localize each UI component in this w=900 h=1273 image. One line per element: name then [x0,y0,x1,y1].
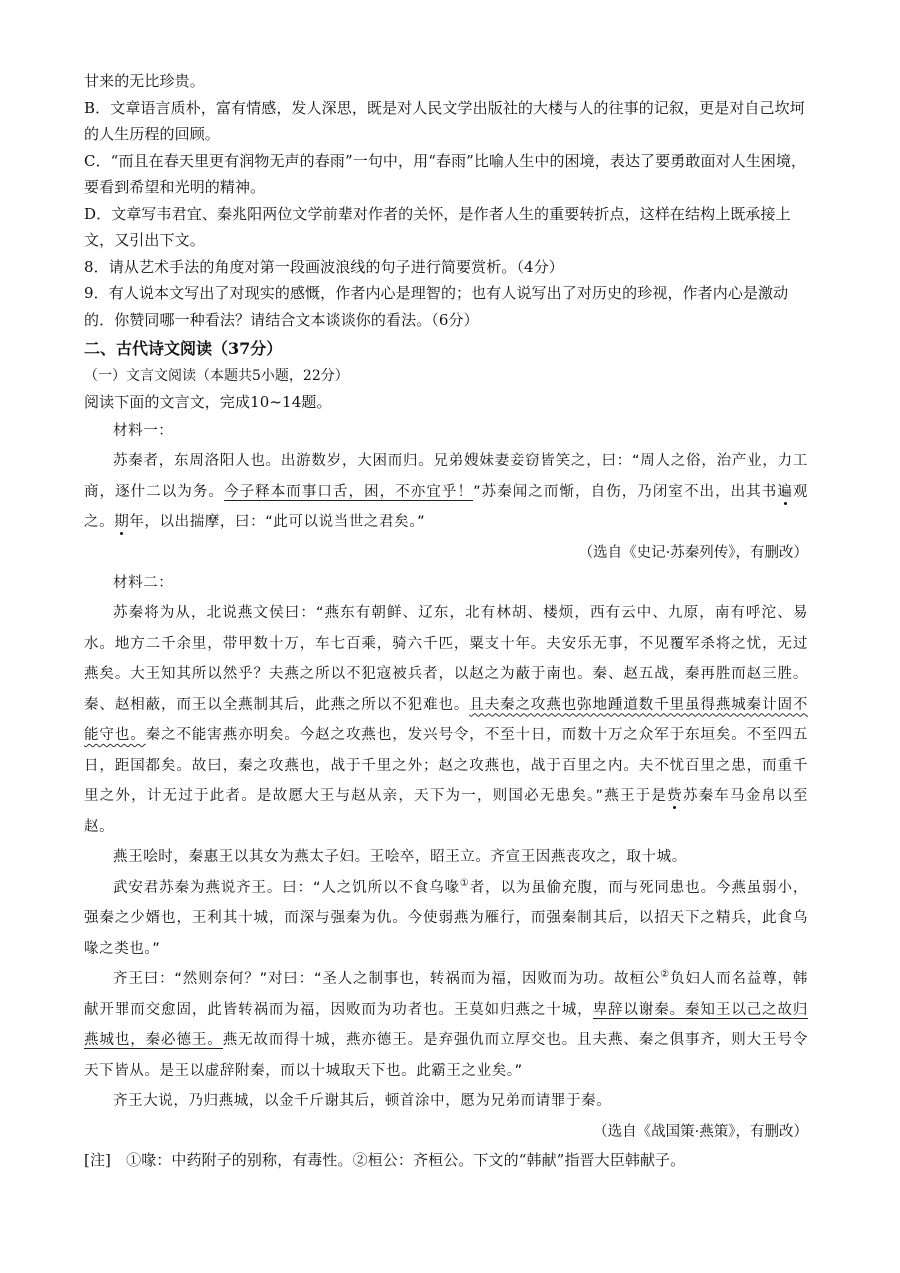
material-2-para-2: 燕王哙时，秦惠王以其女为燕太子妇。王哙卒，昭王立。齐宣王因燕丧攻之，取十城。 [113,849,687,865]
m2-p4-text-1: 齐王曰：“然则奈何？”对曰：“圣人之制事也，转祸而为福，因败而为功。故桓公 [113,971,661,987]
note-marker-1: ① [459,877,470,889]
m1-text-1: 苏秦者，东周洛阳人也。出游数岁，大困而归。兄弟嫂妹妻妾窃皆笑之，曰：“周人之俗，治产业，力工商，逐什二以为务。 [84,453,808,500]
footnote: [注] ①喙：中药附子的别称，有毒性。②桓公：齐桓公。下文的“韩献”指晋大臣韩献子。 [84,1150,686,1169]
m2-wavy-sentence: 且夫秦之攻燕也弥地踵道数千里虽得燕城秦计固不能守也。 [84,696,809,743]
instruction: 阅读下面的文言文，完成10~14题。 [84,393,332,411]
option-a-continuation: 甘来的无比珍贵。 [84,72,205,90]
m1-text-2: ”苏秦闻之而惭，自伤，乃闭室不出，出其书 [473,483,778,500]
m2-p4-text-2: 负妇人而名益尊，韩献开罪而交愈固，此皆转祸而为福，因败而为功者也。王莫如归燕之十城， [84,971,808,1018]
material-2-source: （选自《战国策·燕策》，有删改） [593,1123,808,1140]
section-title: 二、古代诗文阅读（37分） [84,339,283,358]
option-c: C．“而且在春天里更有润物无声的春雨”一句中，用“春雨”比喻人生中的困境，表达了要勇敢面对人生困境，要看到希望和光明的精神。 [84,151,807,196]
m1-text-4: 年，以出揣摩，曰：“此可以说当世之君矣。” [129,514,426,530]
material-1-label: 材料一： [113,422,174,439]
m1-underlined-sentence: 今子释本而事口舌，困，不亦宜乎！ [224,483,474,500]
m2-underlined-sentence: 卑辞以谢秦。秦知王以己之故归燕城也，秦必德王。 [84,1001,809,1048]
m2-p4-text-3: 燕无故而得十城，燕亦德王。是弃强仇而立厚交也。且夫燕、秦之俱事齐，则大王号令天下皆从。是王以虚辞附秦，而以十城取天下也。此霸王之业矣。” [84,1032,808,1079]
material-2-para-1 [84,598,808,842]
material-2-para-3 [84,873,808,965]
m1-dotted-char-1: 遍 [777,483,793,500]
m1-text-3: 观之。 [84,483,808,530]
m2-dotted-char: 赀 [667,788,683,804]
question-8: 8．请从艺术手法的角度对第一段画波浪线的句子进行简要赏析。（4分） [84,257,564,276]
option-b: B．文章语言质朴，富有情感，发人深思，既是对人民文学出版社的大楼与人的往事的记叙，更是对自己坎坷的人生历程的回顾。 [84,98,805,143]
m2-p1-text-1: 苏秦将为从，北说燕文侯曰：“燕东有朝鲜、辽东，北有林胡、楼烦，西有云中、九原，南有呼沱、易水。地方二千余里，带甲数十万，车七百乘，骑六千匹，粟支十年。夫安乐无事，不见覆军杀将之忧，无过燕矣。大王知其所以然乎？夫燕之所以不犯寇被兵者，以赵之为蔽于南也。秦、赵五战，秦再胜而赵三胜。秦、赵相蔽，而王以全燕制其后，此燕之所以不犯难也。 [84,605,808,713]
note-marker-2: ② [660,969,671,981]
material-2-para-4 [84,964,808,1086]
m2-p3-text-2: 者，以为虽偷充腹，而与死同患也。今燕虽弱小，强秦之少婿也，王利其十城，而深与强秦为仇。今使弱燕为雁行，而强秦制其后，以招天下之精兵，此食乌喙之类也。” [84,879,808,957]
option-d: D．文章写韦君宜、秦兆阳两位文学前辈对作者的关怀，是作者人生的重要转折点，这样在结构上既承接上文，又引出下文。 [84,204,791,249]
m2-p3-text-1: 武安君苏秦为燕说齐王。曰：“人之饥所以不食乌喙 [113,879,460,896]
m1-dotted-char-2: 期 [114,514,130,530]
material-2-label: 材料二： [113,574,174,591]
material-1-text [84,446,808,538]
material-1-source: （选自《史记·苏秦列传》，有删改） [578,544,808,561]
m2-p1-text-3: 苏秦车马金帛以至赵。 [84,788,808,835]
material-2-para-5: 齐王大说，乃归燕城，以金千斤谢其后，顿首涂中，愿为兄弟而请罪于秦。 [113,1093,612,1109]
question-9: 9．有人说本文写出了对现实的感慨，作者内心是理智的；也有人说写出了对历史的珍视，作者内心是激动的．你赞同哪一种看法？请结合文本谈谈你的看法。（6分） [84,284,789,329]
m2-p1-text-2: 秦之不能害燕亦明矣。今赵之攻燕也，发兴号令，不至十日，而数十万之众军于东垣矣。不至四五日，距国都矣。故曰，秦之攻燕也，战于千里之外；赵之攻燕也，战于百里之内。夫不忧百里之患，而重千里之外，计无过于此者。是故愿大王与赵从亲，天下为一，则国必无患矣。”燕王于是 [84,727,809,804]
subsection-title: （一）文言文阅读（本题共5小题，22分） [84,368,349,384]
